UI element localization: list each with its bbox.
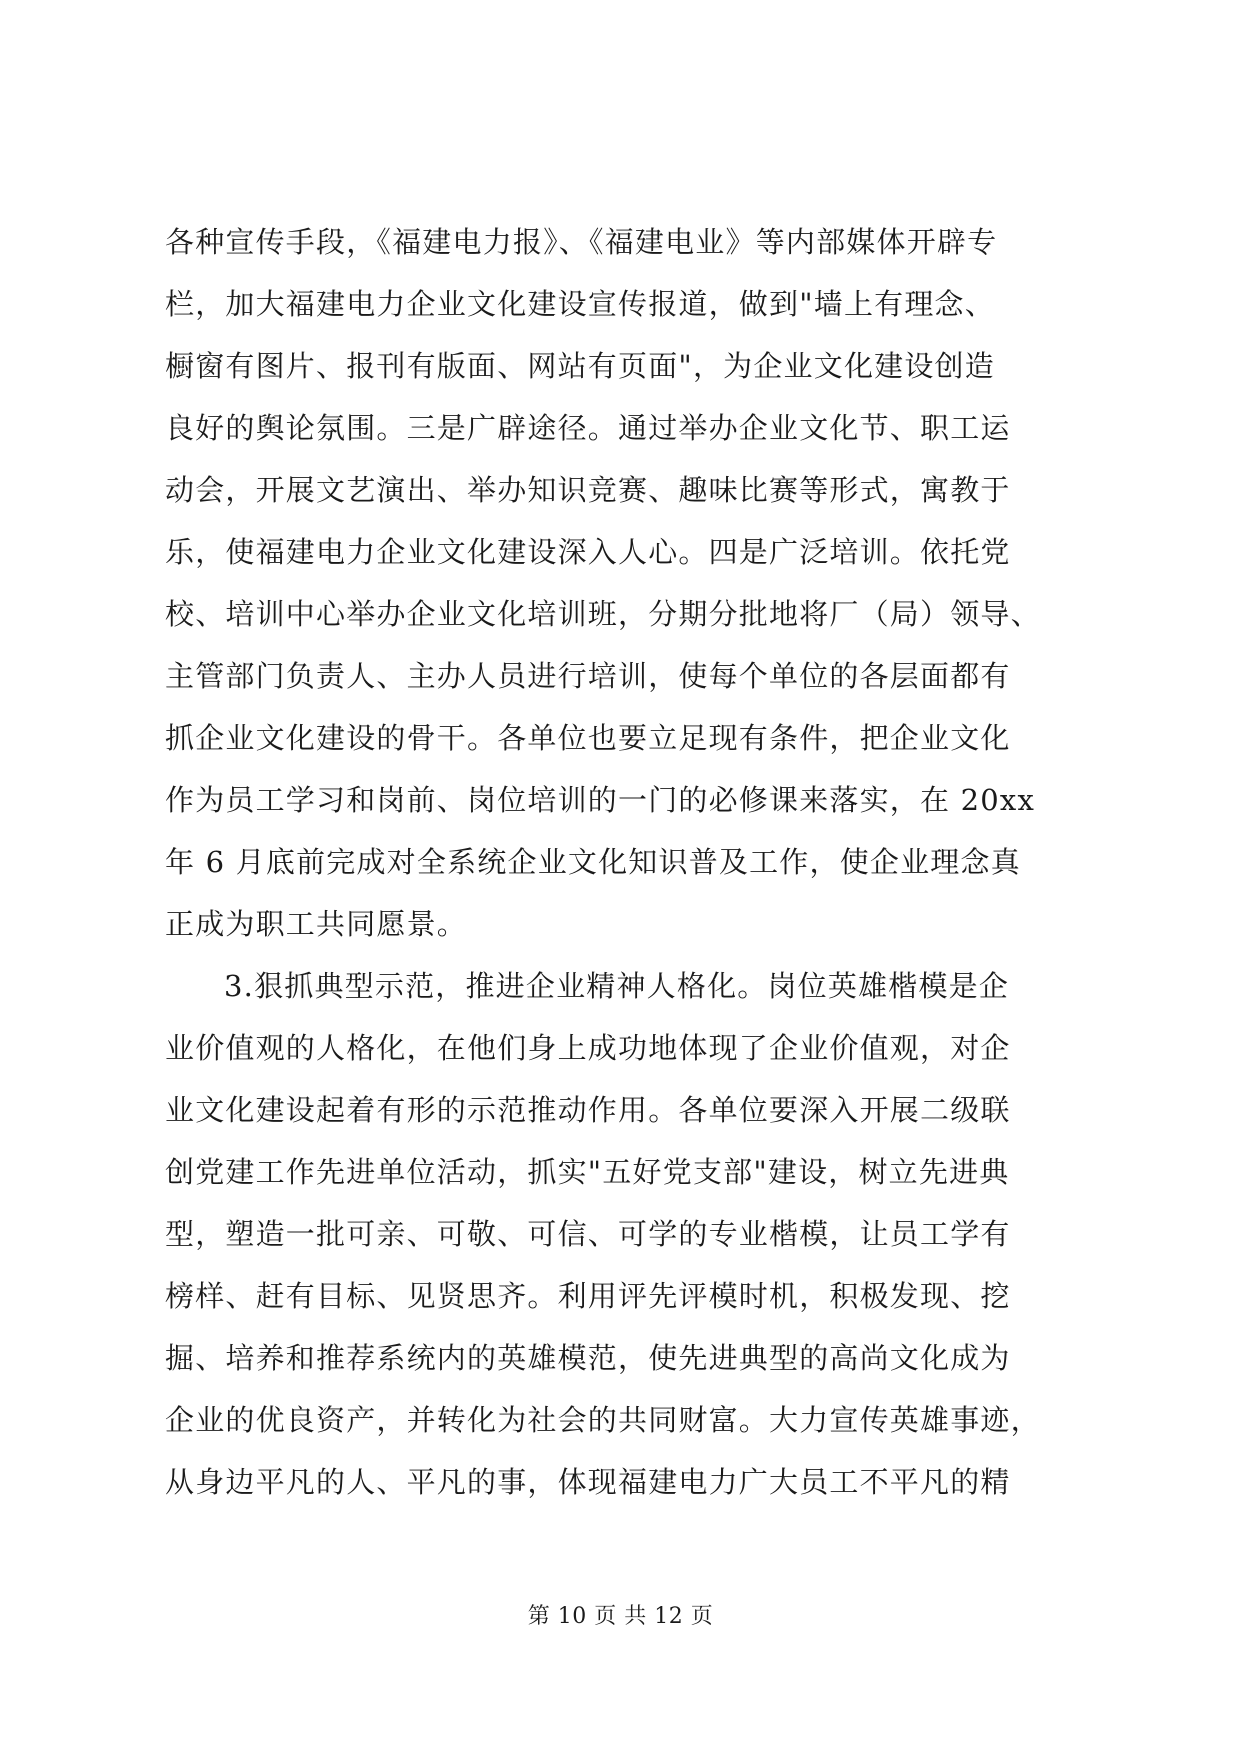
text-line: 校、培训中心举办企业文化培训班，分期分批地将厂（局）领导、 — [165, 597, 1041, 631]
text-line: 年 6 月底前完成对全系统企业文化知识普及工作，使企业理念真 — [165, 845, 1021, 879]
text-line: 栏，加大福建电力企业文化建设宣传报道，做到"墙上有理念、 — [165, 287, 995, 321]
text-line: 从身边平凡的人、平凡的事，体现福建电力广大员工不平凡的精 — [165, 1465, 1011, 1499]
text-line: 主管部门负责人、主办人员进行培训，使每个单位的各层面都有 — [165, 659, 1011, 693]
paragraph-start-line: 3.狠抓典型示范，推进企业精神人格化。岗位英雄楷模是企 — [224, 969, 1010, 1003]
text-line: 业价值观的人格化，在他们身上成功地体现了企业价值观，对企 — [165, 1031, 1011, 1065]
text-line: 掘、培养和推荐系统内的英雄模范，使先进典型的高尚文化成为 — [165, 1341, 1011, 1375]
text-line: 创党建工作先进单位活动，抓实"五好党支部"建设，树立先进典 — [165, 1155, 1010, 1189]
text-line: 企业的优良资产，并转化为社会的共同财富。大力宣传英雄事迹， — [165, 1403, 1041, 1437]
text-line: 橱窗有图片、报刊有版面、网站有页面"，为企业文化建设创造 — [165, 349, 995, 383]
text-line: 乐，使福建电力企业文化建设深入人心。四是广泛培训。依托党 — [165, 535, 1011, 569]
text-line: 抓企业文化建设的骨干。各单位也要立足现有条件，把企业文化 — [165, 721, 1011, 755]
text-line: 动会，开展文艺演出、举办知识竞赛、趣味比赛等形式，寓教于 — [165, 473, 1011, 507]
page-footer: 第 10 页 共 12 页 — [527, 1604, 714, 1629]
text-line: 榜样、赶有目标、见贤思齐。利用评先评模时机，积极发现、挖 — [165, 1279, 1011, 1313]
text-line: 作为员工学习和岗前、岗位培训的一门的必修课来落实，在 20xx — [165, 783, 1036, 817]
text-line: 业文化建设起着有形的示范推动作用。各单位要深入开展二级联 — [165, 1093, 1011, 1127]
text-line: 良好的舆论氛围。三是广辟途径。通过举办企业文化节、职工运 — [165, 411, 1011, 445]
text-line: 各种宣传手段，《福建电力报》、《福建电业》等内部媒体开辟专 — [165, 225, 998, 259]
text-line: 正成为职工共同愿景。 — [165, 907, 468, 941]
text-line: 型，塑造一批可亲、可敬、可信、可学的专业楷模，让员工学有 — [165, 1217, 1011, 1251]
